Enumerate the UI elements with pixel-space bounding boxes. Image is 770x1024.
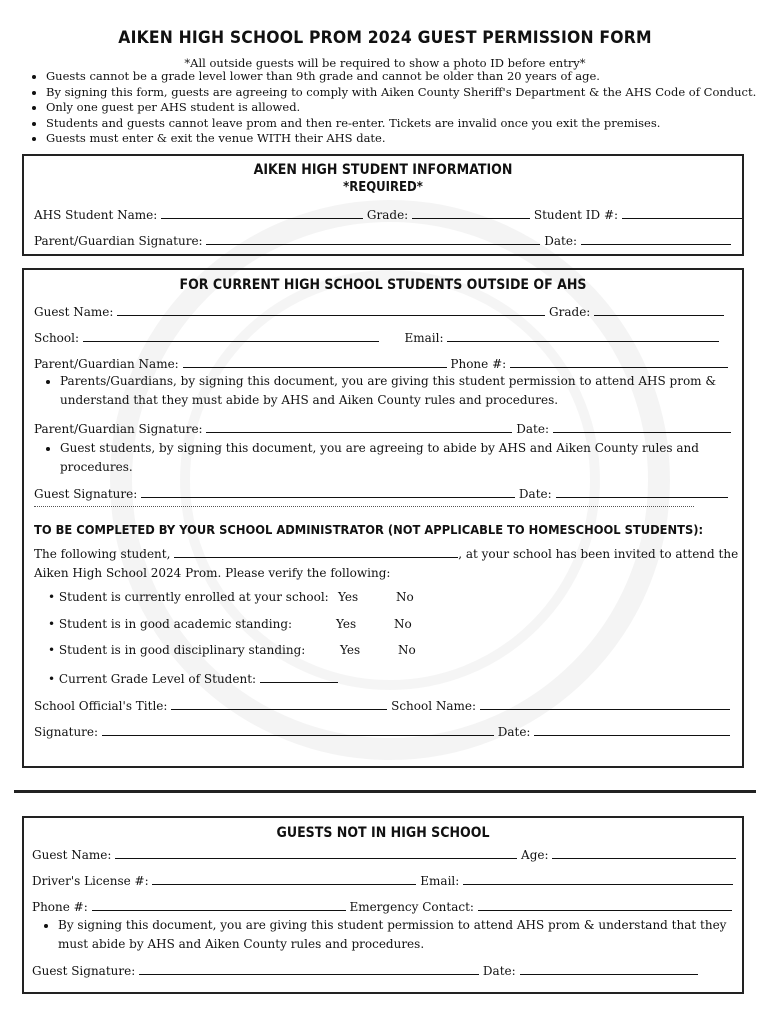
nonhs-guest-name-row [32,846,736,862]
check-label: Student is currently enrolled at your school: [58,590,329,604]
grade-label: Grade: [549,305,591,319]
check-enrolled-row: • Student is currently enrolled at your school: [48,590,329,604]
check-academic-row: • Student is in good academic standing: [48,617,293,631]
official-title-label: School Official's Title: [34,699,168,713]
no-option[interactable]: No [398,643,416,657]
following-label-b: , at your school has been invited to attend the [458,547,739,561]
section-divider [14,790,756,793]
rule-item: • Guests must enter & exit the venue WITH their AHS date. [46,131,756,147]
parent-sig-label: Parent/Guardian Signature: [34,422,203,436]
ahs-section-header: AIKEN HIGH STUDENT INFORMATION [253,162,513,178]
rule-item: • Guests cannot be a grade level lower than 9th grade and cannot be older than 20 years of age. [46,69,756,85]
ahs-student-section [22,154,744,256]
grade-label: Grade: [366,208,409,222]
email-label: Email: [404,331,444,345]
phone-field[interactable] [510,355,728,368]
student-id-field[interactable] [622,206,742,219]
parent-name-field[interactable] [183,355,447,368]
guest-name-row [34,303,724,319]
nonhs-guest-sig-row [32,962,698,978]
age-field[interactable] [552,846,736,859]
email-field[interactable] [463,872,733,885]
non-hs-guests-section [22,816,744,994]
email-label: Email: [420,874,460,888]
date-field[interactable] [581,232,731,245]
check-label: Student is in good academic standing: [58,617,293,631]
official-title-row [34,697,730,713]
ahs-parent-sig-row [34,232,731,248]
school-row [34,329,719,345]
guest-name-field[interactable] [115,846,517,859]
following-row [34,545,738,561]
guest-sig-field[interactable] [139,962,479,975]
school-name-label: School Name: [391,699,477,713]
emergency-contact-field[interactable] [478,898,732,911]
rule-item: • By signing this form, guests are agreeing to comply with Aiken County Sheriff's Department & the AHS Code of Conduct. [46,85,756,101]
license-field[interactable] [152,872,416,885]
guest-sig-row [34,485,728,501]
ahs-student-name-row [34,206,742,222]
rules-list [22,69,756,147]
phone-field[interactable] [92,898,346,911]
license-row [32,872,733,888]
signature-field[interactable] [102,723,494,736]
yes-option[interactable]: Yes [336,617,357,631]
admin-signature-row [34,723,730,739]
rule-item: • Students and guests cannot leave prom and then re-enter. Tickets are invalid once you exit the premises. [46,116,756,132]
date-field[interactable] [556,485,728,498]
check-label: Student is in good disciplinary standing: [58,643,306,657]
parent-bullet-list [34,372,740,410]
student-name-field[interactable] [161,206,363,219]
guest-name-label: Guest Name: [34,305,114,319]
email-field[interactable] [447,329,719,342]
rule-item: • Only one guest per AHS student is allowed. [46,100,756,116]
nonhs-bullet: • By signing this document, you are giving this student permission to attend AHS prom & understand that they must abide by AHS and Aiken County rules and procedures. [58,916,748,954]
date-field[interactable] [553,420,731,433]
parent-name-label: Parent/Guardian Name: [34,357,179,371]
yes-option[interactable]: Yes [338,590,359,604]
signature-label: Signature: [34,725,99,739]
date-label: Date: [497,725,531,739]
following-label-a: The following student, [34,547,171,561]
school-name-field[interactable] [480,697,730,710]
parent-sig-label: Parent/Guardian Signature: [34,234,203,248]
parent-sig-row [34,420,731,436]
outside-students-section [22,268,744,768]
following-cont: Aiken High School 2024 Prom. Please verify the following: [34,566,391,580]
emergency-contact-label: Emergency Contact: [349,900,474,914]
license-label: Driver's License #: [32,874,149,888]
guest-sig-label: Guest Signature: [32,964,136,978]
invited-student-field[interactable] [174,545,458,558]
non-hs-section-header: GUESTS NOT IN HIGH SCHOOL [276,825,490,841]
grade-level-field[interactable] [260,670,338,683]
official-title-field[interactable] [171,697,387,710]
form-title: AIKEN HIGH SCHOOL PROM 2024 GUEST PERMISSION FORM [118,28,652,48]
guest-sig-label: Guest Signature: [34,487,138,501]
date-label: Date: [544,234,578,248]
student-id-label: Student ID #: [533,208,619,222]
phone-label: Phone #: [32,900,88,914]
grade-field[interactable] [412,206,530,219]
required-label: *REQUIRED* [343,180,423,195]
school-label: School: [34,331,79,345]
guest-sig-field[interactable] [141,485,515,498]
grade-level-row: • Current Grade Level of Student: [48,670,338,686]
no-option[interactable]: No [394,617,412,631]
dotted-divider [34,506,694,507]
parent-sig-field[interactable] [206,420,512,433]
phone-label: Phone #: [450,357,507,371]
guest-bullet: • Guest students, by signing this document, you are agreeing to abide by AHS and Aiken County rules and procedures. [60,439,740,477]
school-field[interactable] [83,329,379,342]
parent-sig-field[interactable] [206,232,540,245]
phone-row [32,898,732,914]
photo-id-note: *All outside guests will be required to show a photo ID before entry* [184,56,586,70]
date-field[interactable] [534,723,730,736]
no-option[interactable]: No [396,590,414,604]
grade-level-label: Current Grade Level of Student: [58,672,257,686]
guest-name-label: Guest Name: [32,848,112,862]
date-label: Date: [516,422,550,436]
parent-bullet: • Parents/Guardians, by signing this document, you are giving this student permission to attend AHS prom & understand that they must abide by AHS and Aiken County rules and procedures. [60,372,740,410]
parent-name-row [34,355,728,371]
date-label: Date: [518,487,552,501]
age-label: Age: [521,848,549,862]
nonhs-bullet-list [32,916,748,954]
admin-header: TO BE COMPLETED BY YOUR SCHOOL ADMINISTRATOR (NOT APPLICABLE TO HOMESCHOOL STUDENTS): [34,522,704,537]
grade-field[interactable] [594,303,724,316]
date-label: Date: [482,964,516,978]
outside-section-header: FOR CURRENT HIGH SCHOOL STUDENTS OUTSIDE OF AHS [179,277,587,293]
guest-name-field[interactable] [117,303,545,316]
date-field[interactable] [520,962,698,975]
guest-bullet-list [34,439,740,477]
student-name-label: AHS Student Name: [34,208,158,222]
yes-option[interactable]: Yes [340,643,361,657]
check-disciplinary-row: • Student is in good disciplinary standing: [48,643,306,657]
